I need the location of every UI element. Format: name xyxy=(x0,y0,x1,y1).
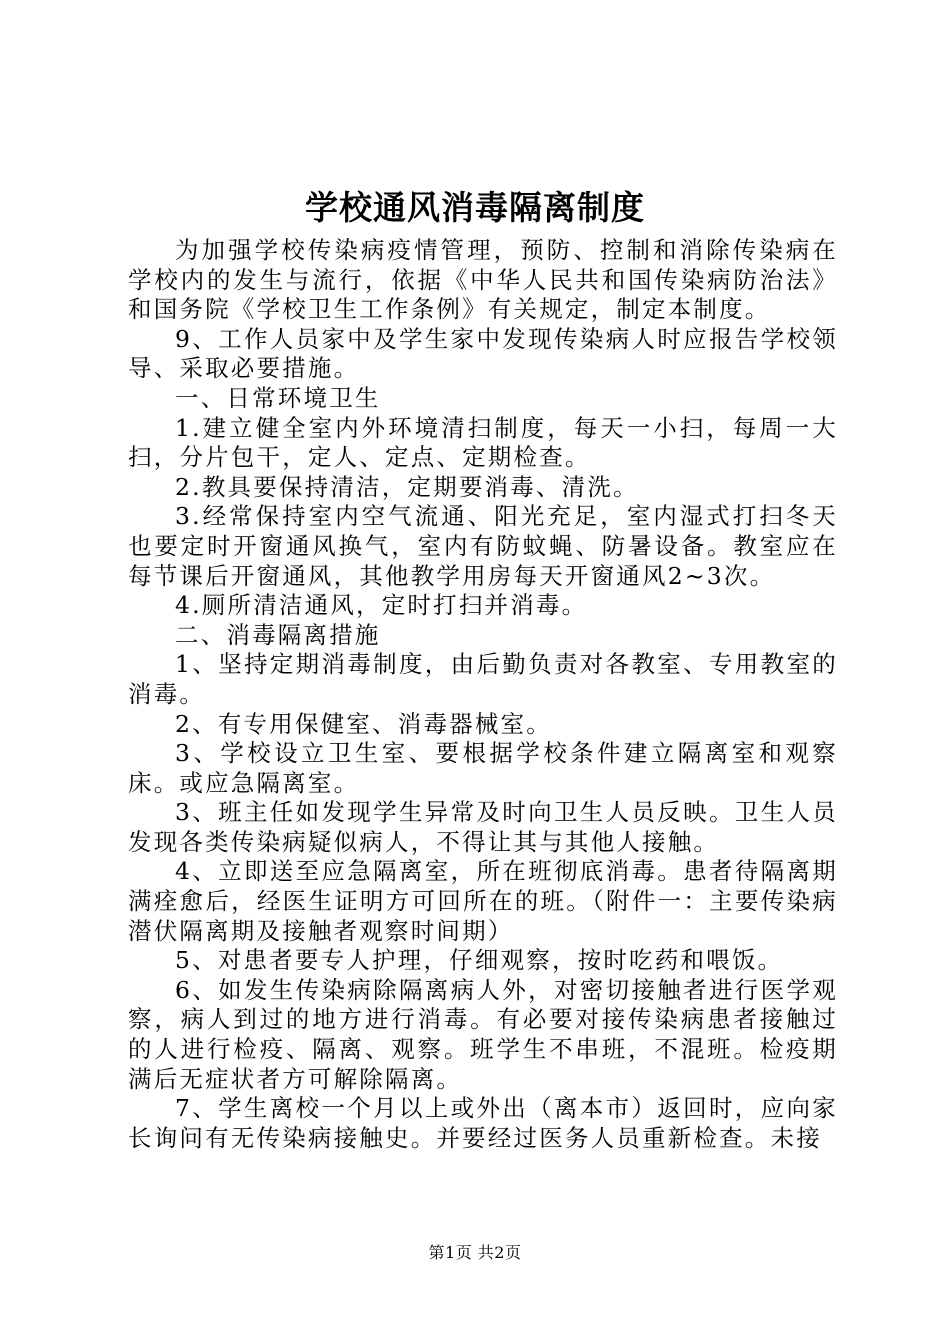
section-heading-disinfection: 二、消毒隔离措施 xyxy=(175,620,381,649)
paragraph-disinfection-6: 6、如发生传染病除隔离病人外，对密切接触者进行医学观察，病人到过的地方进行消毒。有必要对接传染病患者接触过的人进行检疫、隔离、观察。班学生不串班，不混班。检疫期满后无症状者方可解除隔离。 xyxy=(128,975,838,1093)
paragraph-disinfection-1: 1、坚持定期消毒制度，由后勤负责对各教室、专用教室的消毒。 xyxy=(128,650,838,708)
paragraph-disinfection-3b: 3、班主任如发现学生异常及时向卫生人员反映。卫生人员发现各类传染病疑似病人，不得让其与其他人接触。 xyxy=(128,798,838,856)
paragraph-daily-3: 3.经常保持室内空气流通、阳光充足，室内湿式打扫冬天也要定时开窗通风换气，室内有防蚊蝇、防暑设备。教室应在每节课后开窗通风，其他教学用房每天开窗通风2~3次。 xyxy=(128,502,838,590)
paragraph-item-9: 9、工作人员家中及学生家中发现传染病人时应报告学校领导、采取必要措施。 xyxy=(128,324,838,383)
paragraph-disinfection-4: 4、立即送至应急隔离室，所在班彻底消毒。患者待隔离期满痊愈后，经医生证明方可回所在的班。（附件一：主要传染病潜伏隔离期及接触者观察时间期） xyxy=(128,857,838,945)
section-heading-daily-hygiene: 一、日常环境卫生 xyxy=(175,383,381,412)
paragraph-disinfection-7: 7、学生离校一个月以上或外出（离本市）返回时，应向家长询问有无传染病接触史。并要经过医务人员重新检查。未接 xyxy=(128,1094,838,1152)
paragraph-daily-2: 2.教具要保持清洁，定期要消毒、清洗。 xyxy=(175,472,639,501)
document-body xyxy=(128,236,838,1153)
document-title: 学校通风消毒隔离制度 xyxy=(305,188,645,227)
paragraph-daily-4: 4.厕所清洁通风，定时打扫并消毒。 xyxy=(175,591,588,620)
paragraph-disinfection-2: 2、有专用保健室、消毒器械室。 xyxy=(175,709,552,738)
paragraph-daily-1: 1.建立健全室内外环境清扫制度，每天一小扫，每周一大扫，分片包干，定人、定点、定期检查。 xyxy=(128,413,838,472)
paragraph-disinfection-5: 5、对患者要专人护理，仔细观察，按时吃药和喂饭。 xyxy=(175,946,784,975)
intro-paragraph: 为加强学校传染病疫情管理，预防、控制和消除传染病在学校内的发生与流行，依据《中华人民共和国传染病防治法》和国务院《学校卫生工作条例》有关规定，制定本制度。 xyxy=(128,236,838,324)
page-number-footer: 第1页 共2页 xyxy=(428,1243,522,1262)
paragraph-disinfection-3a: 3、学校设立卫生室、要根据学校条件建立隔离室和观察床。或应急隔离室。 xyxy=(128,739,838,797)
